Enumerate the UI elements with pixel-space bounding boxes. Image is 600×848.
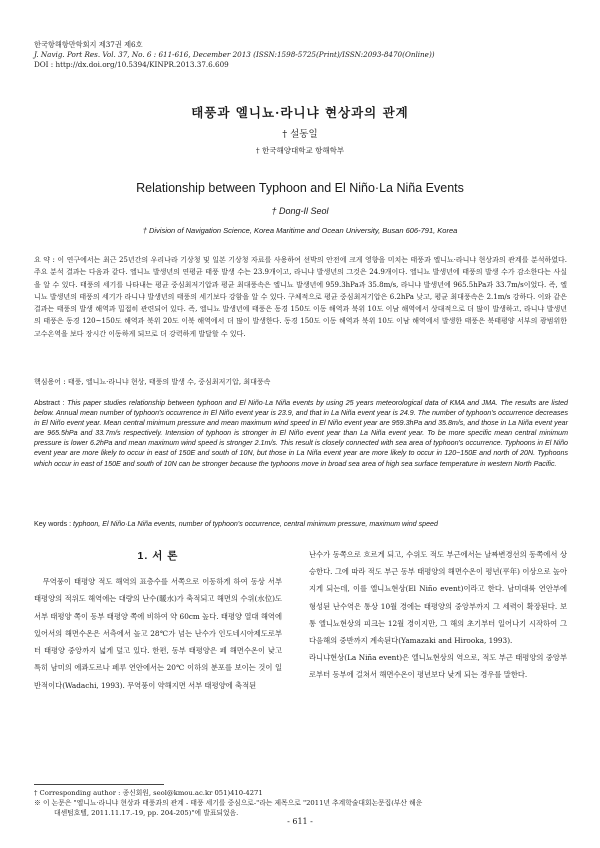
abstract-english-text: This paper studies relationship between typhoon and El Niño·La Niña events by using 25 years meteorological data of KMA and JMA. The results are listed below. Annual mean number of typhoon's occurrence in El Niño event year is 23.9, and that in La Niña event year is 24.9. The number of typhoon's occurrence decreases in El Niño event year. Mean central minimum pressure and mean maximum wind speed in El Niño event year are 959.3hPa and 35.8m/s, and those in La Niña event year are 965.5hPa and 33.7m/s respectively. Intension of typhoon is stronger in El Niño event year than La Niña event year. To be more specific mean central minimum pressure is lower 6.2hPa and mean maximum wind speed is stronger 2.1m/s. This result is closely connected with sea area of typhoon's occurrence. Typhoons in El Niño event year are more likely to occur in east of 150E and south of 10N, but those in La Niña event year are more likely to occur in 120~150E and north of 20N. Typhoons which occur in east of 150E and south of 10N can be stronger because the typhoons move in broad sea area of high sea surface temperature in western North Pacific.	[34, 399, 568, 468]
footnote-note-b: 대센텀호텔, 2011.11.17.-19, pp. 204-205)"에 발표되었음.	[54, 809, 239, 817]
title-english: Relationship between Typhoon and El Niño·La Niña Events	[136, 181, 464, 195]
footnote-rule	[34, 784, 164, 785]
body-column-left	[34, 573, 282, 694]
author-korean: † 설동일	[282, 129, 318, 140]
body-paragraph: 라니냐현상(La Niña event)은 엘니뇨현상의 역으로, 적도 부근 태평양의 중앙부로부터 동부에 걸쳐서 해면수온이 평년보다 낮게 되는 경우를 말한다.	[309, 653, 567, 680]
abstract-label: Abstract :	[34, 399, 65, 407]
author-english: † Dong-Il Seol	[271, 206, 329, 216]
doi-line: DOI : http://dx.doi.org/10.5394/KINPR.2013.37.6.609	[34, 60, 229, 69]
title-korean: 태풍과 엘니뇨·라니냐 현상과의 관계	[191, 105, 409, 120]
abstract-english	[34, 398, 568, 469]
keywords-korean: 핵심용어 : 태풍, 엘니뇨·라니냐 현상, 태풍의 발생 수, 중심최저기압, 최대풍속	[34, 378, 271, 386]
keywords-english	[34, 520, 568, 528]
body-paragraph: 무역풍이 태평양 적도 해역의 표층수를 서쪽으로 이동하게 하여 동상 서부 태평양의 적위도 해역에는 대량의 난수(暖水)가 축적되고 해면의 수위(水位)도 서부 태평양 쪽이 동부 태평양 쪽에 비하여 약 60cm 높다. 태평양 열대 해역에 있어서의 해면수온은 서측에서 높고 28℃가 넘는 난수가 인도네시아제도로부터 태평양 중앙까지 넓게 덮고 있다. 한편, 동부 태평양은 페 해면수온이 낮고 특히 남미의 에콰도르나 페루 연안에서는 20℃ 이하의 분포를 보이는 것이 일반적이다(Wadachi, 1993). 무역풍이 약해지면 서부 태평양에 축적된	[34, 577, 282, 690]
journal-name-ko: 한국항해항만학회지 제37권 제6호	[34, 40, 143, 49]
journal-header	[34, 40, 574, 70]
keywords-label: Key words :	[34, 520, 72, 528]
affiliation-korean: † 한국해양대학교 항해학부	[255, 146, 345, 155]
footnotes	[34, 788, 567, 818]
abstract-korean: 요 약 : 이 연구에서는 최근 25년간의 우리나라 기상청 및 일본 기상청 자료를 사용하여 선박의 안전에 크게 영향을 미치는 태풍과 엘니뇨·라니냐 현상과의 관계를 분석하였다. 주요 분석 결과는 다음과 같다. 엘니뇨 발생년의 연평균 태풍 발생 수는 23.9개이고, 라니냐 발생년의 그것은 24.9개이다. 엘니뇨 발생년에 태풍의 발생 수가 감소한다는 사실을 알 수 있다. 태풍의 세기를 나타내는 평균 중심최저기압과 평균 최대풍속은 엘니뇨 발생년에 959.3hPa과 35.8m/s, 라니냐 발생년에 965.5hPa과 33.7m/s이었다. 즉, 엘니뇨 발생년의 태풍의 세기가 라니냐 발생년의 태풍의 세기보다 강함을 알 수 있다. 구체적으로 평균 중심최저기압은 6.2hPa 낮고, 평균 최대풍속은 2.1m/s 강하다. 이와 같은 결과는 태풍의 발생 해역과 밀접히 관련되어 있다. 즉, 엘니뇨 발생년에 태풍은 동경 150도 이동 해역과 북위 10도 이남 해역에서 상대적으로 더 많이 발생하고, 라니냐 발생년의 태풍은 동경 120~150도 해역과 북위 20도 이북 해역에서 더 많이 발생한다. 동경 150도 이동 해역과 북위 10도 이남 해역에서 발생한 태풍은 북태평양 서부의 광범위한 고수온역을 보다 장시간 이동하게 되므로 더 강력하게 발달할 수 있다.	[34, 256, 567, 338]
affiliation-english: † Division of Navigation Science, Korea Maritime and Ocean University, Busan 606-791, Korea	[142, 226, 458, 235]
body-column-right	[309, 546, 567, 684]
body-paragraph: 난수가 동쪽으로 흐르게 되고, 수위도 적도 부근에서는 날짜변경선의 동쪽에서 상승한다. 그에 따라 적도 부근 동부 태평양의 해면수온이 평년(平年) 이상으로 높아지게 되는데, 이를 엘니뇨현상(El Niño event)이라고 한다. 남미대륙 연안부에 형성된 난수역은 통상 10월 경에는 태평양의 중앙부까지 그 세력이 확장된다. 보통 엘니뇨현상의 피크는 12월 경이지만, 그 해의 초기부터 일어나기 시작하여 그 다음해의 중반까지 계속된다(Yamazaki and Hirooka, 1993).	[309, 550, 567, 646]
page-number: - 611 -	[287, 817, 313, 826]
section-heading-introduction: 1. 서 론	[137, 550, 179, 562]
footnote-corresponding-author: † Corresponding author : 종신회원, seol@kmou.ac.kr 051)410-4271	[34, 789, 263, 797]
keywords-english-text: typhoon, El Niño·La Niña events, number of typhoon's occurrence, central minimum pressure, maximum wind speed	[73, 520, 438, 528]
footnote-note-a: ※ 이 논문은 "엘니뇨·라니냐 현상과 태풍과의 관계 - 태풍 세기를 중심으로-"라는 제목으로 "2011년 추계학술대회논문집(부산 해운	[34, 799, 423, 807]
journal-citation: J. Navig. Port Res. Vol. 37, No. 6 : 611-616, December 2013 (ISSN:1598-5725(Print)/ISSN:2093-8470(Online))	[34, 50, 435, 59]
